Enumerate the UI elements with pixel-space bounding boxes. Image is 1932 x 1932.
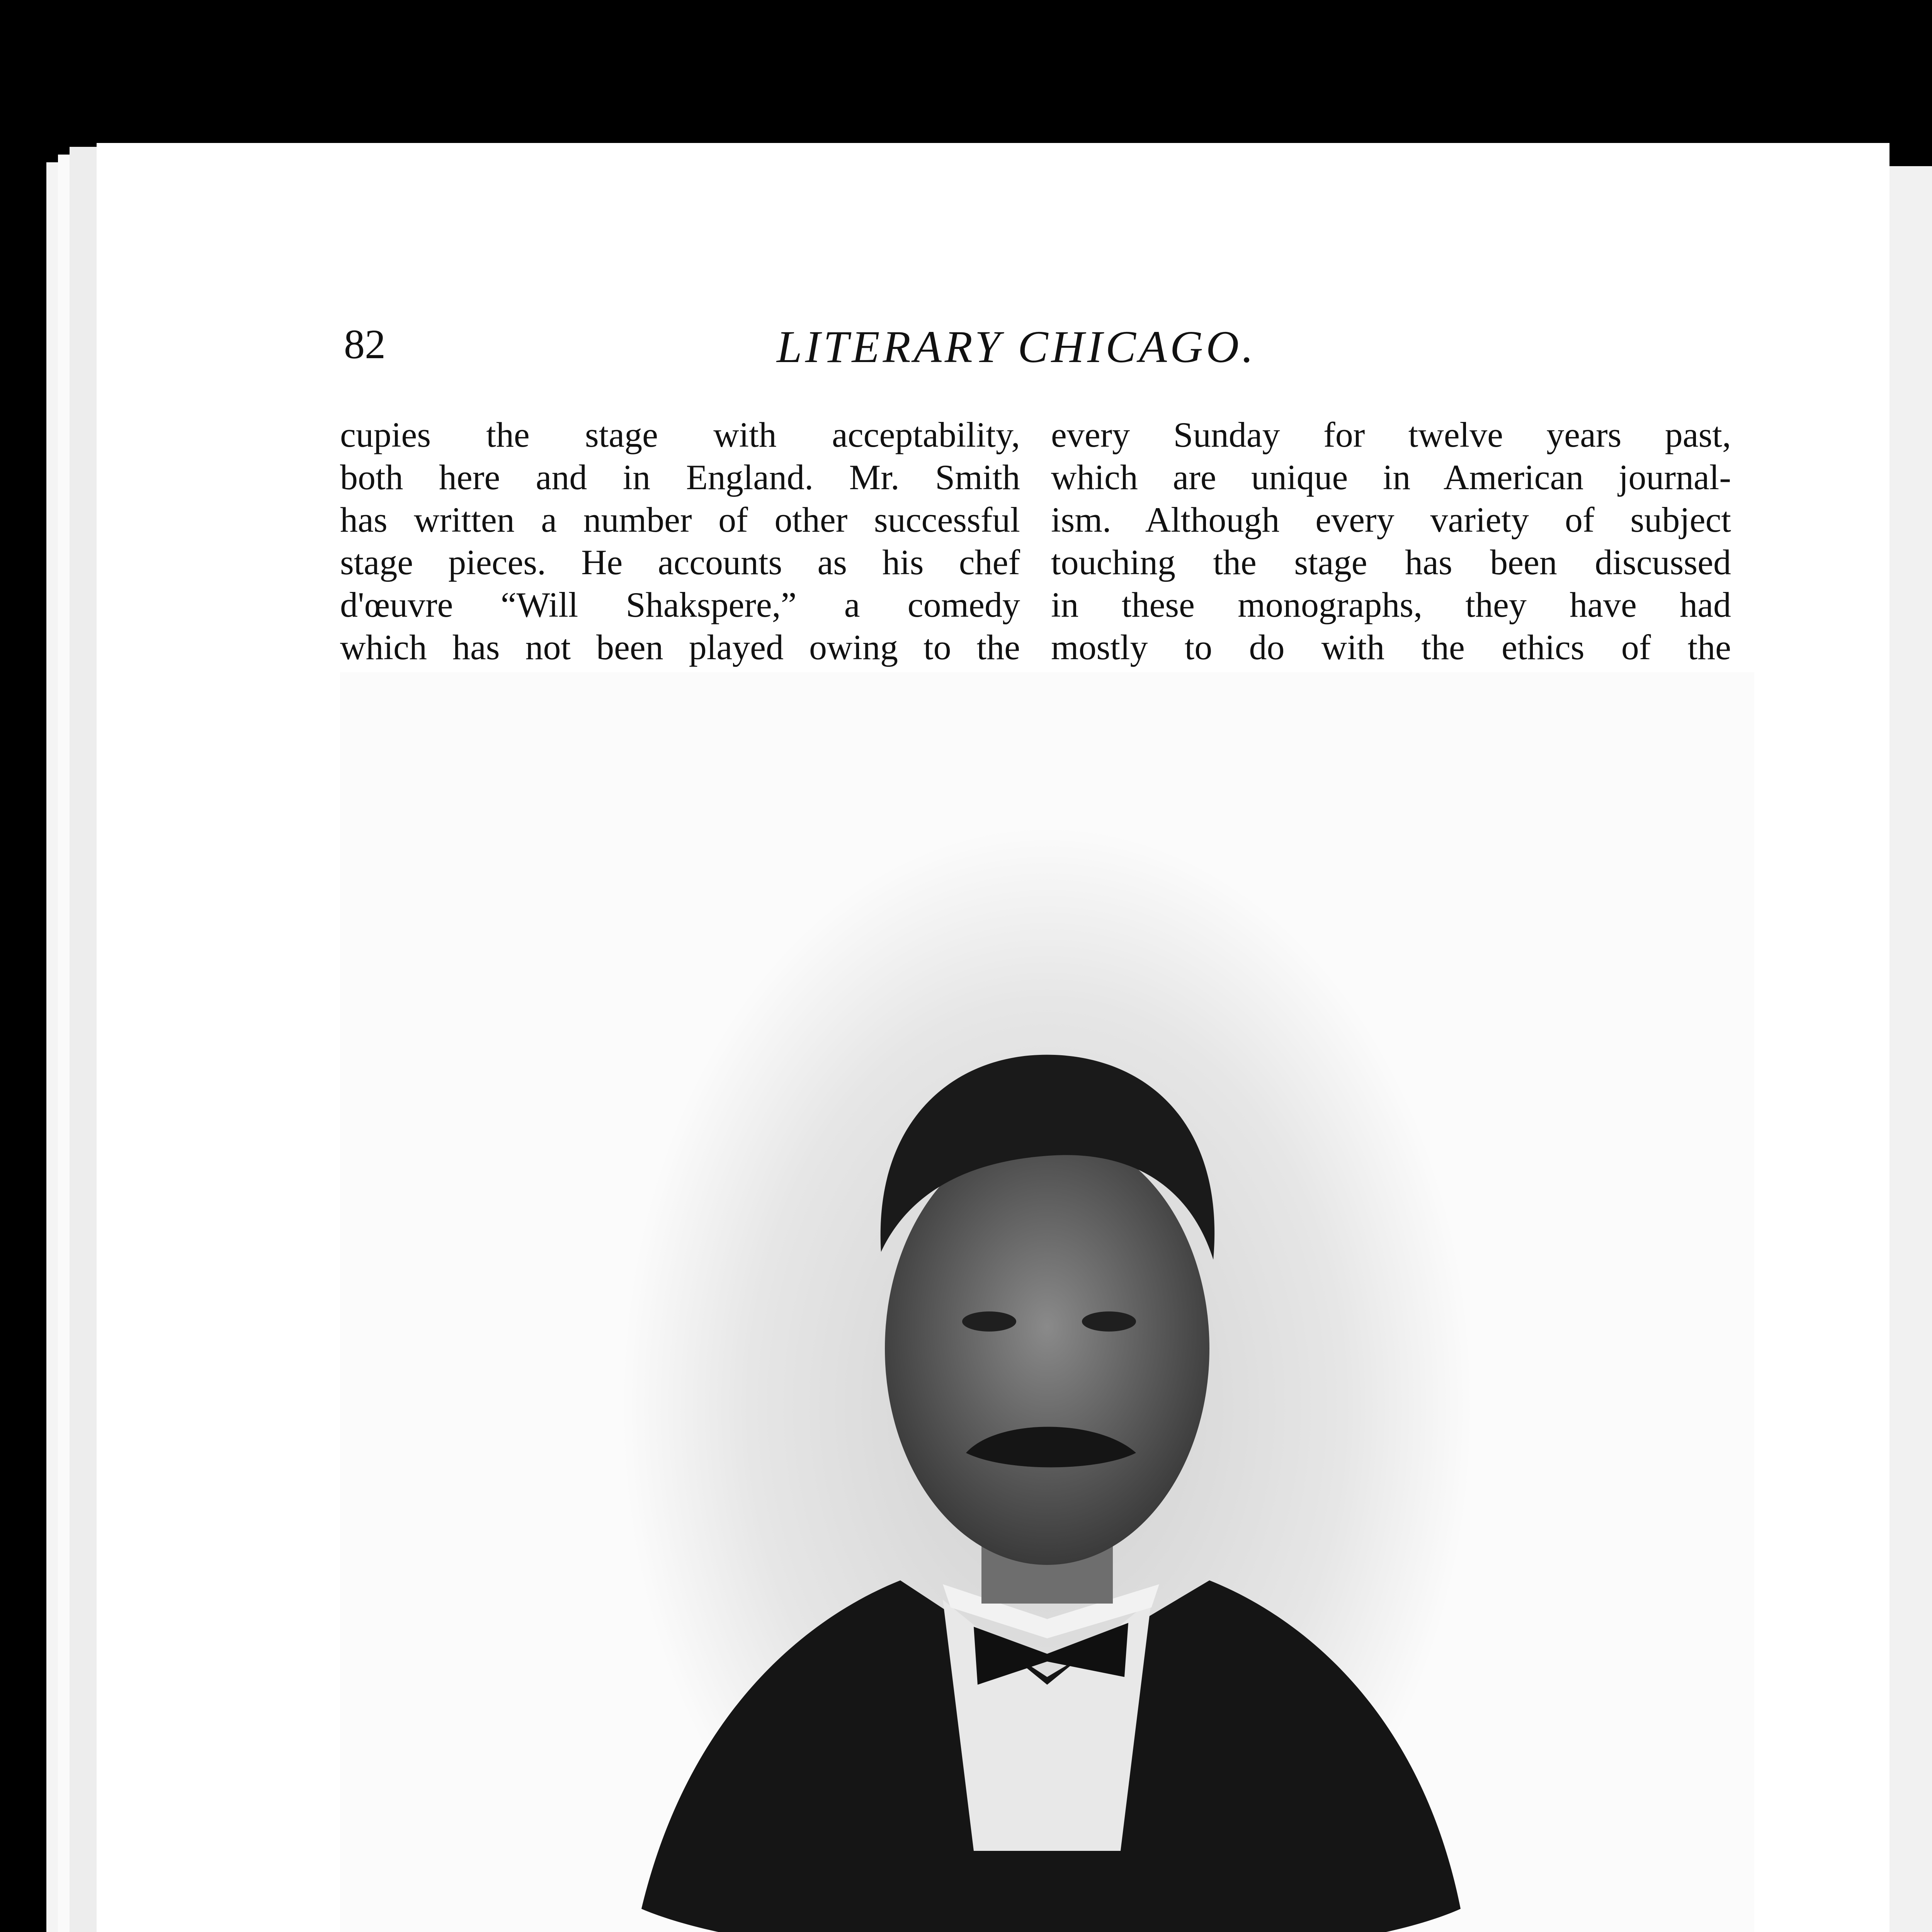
text-line: in these monographs, they have had — [1051, 585, 1731, 624]
text-line: touching the stage has been discussed — [1051, 543, 1731, 582]
text-line: every Sunday for twelve years past, — [1051, 415, 1731, 454]
book-page — [97, 143, 1889, 1932]
next-page-edge — [1886, 166, 1932, 1932]
journal-title: LITERARY CHICAGO. — [777, 321, 1257, 372]
top-left-column — [340, 413, 1020, 668]
portrait-photo — [340, 672, 1754, 1932]
top-right-column — [1051, 413, 1731, 668]
running-head — [97, 321, 1889, 383]
text-line: stage pieces. He accounts as his chef — [340, 543, 1020, 582]
text-line: has written a number of other successful — [340, 500, 1020, 539]
text-line: both here and in England. Mr. Smith — [340, 457, 1020, 497]
portrait-figure — [340, 672, 1754, 1932]
page-number: 82 — [344, 321, 386, 367]
text-line: cupies the stage with acceptability, — [340, 415, 1020, 454]
text-line: which are unique in American journal- — [1051, 457, 1731, 497]
text-line: d'œuvre “Will Shakspere,” a comedy — [340, 585, 1020, 624]
text-line: ism. Although every variety of subject — [1051, 500, 1731, 539]
text-line: mostly to do with the ethics of the — [1051, 628, 1731, 667]
text-line: which has not been played owing to the — [340, 628, 1020, 667]
